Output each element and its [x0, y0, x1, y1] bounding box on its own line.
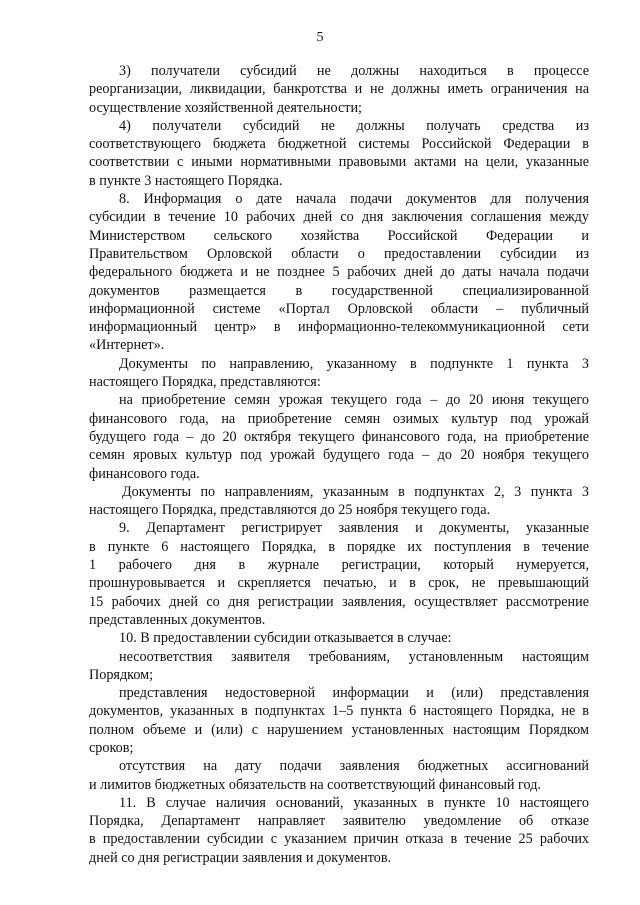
text-line: Порядком; [89, 666, 154, 683]
text-line: Правительством Орловской области о предоставлении субсидии из [89, 245, 589, 262]
page-number: 5 [316, 30, 324, 45]
text-line: 10. В предоставлении субсидии отказывается в случае: [119, 630, 452, 647]
text-line: федерального бюджета и не позднее 5 рабочих дней до даты начала подачи [89, 264, 589, 281]
text-line: соответствии с иными нормативными правовыми актами на цели, указанные [89, 154, 589, 171]
text-line: 3) получатели субсидий не должны находиться в процессе [119, 63, 589, 79]
text-line: семян яровых культур под урожай будущего года – до 20 ноября текущего [89, 447, 589, 464]
text-line: в пункте 6 настоящего Порядка, в порядке их поступления в течение [89, 538, 589, 555]
text-line: субсидии в течение 10 рабочих дней со дня заключения соглашения между [89, 209, 589, 226]
text-line: представления недостоверной информации и (или) представления [119, 685, 589, 702]
text-line: и лимитов бюджетных обязательств на соответствующий финансовый год. [89, 776, 541, 793]
text-line: 8. Информация о дате начала подачи документов для получения [119, 191, 589, 208]
text-line: реорганизации, ликвидации, банкротства и не должны иметь ограничения на [89, 81, 589, 98]
text-line: дней со дня регистрации заявления и документов. [89, 849, 392, 866]
text-line: в пункте 3 настоящего Порядка. [89, 172, 283, 189]
text-line: Документы по направлениям, указанным в подпунктах 2, 3 пункта 3 [122, 483, 589, 500]
text-line: соответствующего бюджета бюджетной системы Российской Федерации в [89, 136, 589, 153]
text-line: 9. Департамент регистрирует заявления и документы, указанные [119, 520, 589, 537]
text-line: будущего года – до 20 октября текущего финансового года, на приобретение [89, 428, 589, 445]
text-line: финансового года, на приобретение семян озимых культур под урожай [89, 410, 589, 427]
text-line: полном объеме и (или) с нарушением установленных настоящим Порядком [89, 721, 589, 738]
text-line: документов, указанных в подпунктах 1–5 пункта 6 настоящего Порядка, не в [89, 703, 589, 720]
text-line: несоответствия заявителя требованиям, установленным настоящим [119, 648, 589, 665]
text-line: информационный центр» в информационно-телекоммуникационной сети [89, 319, 589, 336]
text-line: 4) получатели субсидий не должны получать средства из [119, 117, 589, 134]
text-line: отсутствия на дату подачи заявления бюджетных ассигнований [119, 758, 589, 775]
text-line: «Интернет». [89, 337, 165, 354]
text-line: представленных документов. [89, 611, 266, 628]
text-line: Документы по направлению, указанному в подпункте 1 пункта 3 [119, 355, 589, 372]
text-line: Министерством сельского хозяйства Российской Федерации и [89, 227, 589, 244]
document-body [89, 62, 589, 867]
text-line: осуществление хозяйственной деятельности; [89, 99, 362, 116]
text-line: на приобретение семян урожая текущего года – до 20 июня текущего [119, 392, 589, 409]
text-line: 15 рабочих дней со дня регистрации заявления, осуществляет рассмотрение [89, 593, 589, 610]
text-line: информационной системе «Портал Орловской области – публичный [89, 300, 589, 317]
text-line: финансового года. [89, 465, 200, 482]
text-line: Порядка, Департамент направляет заявителю уведомление об отказе [89, 813, 589, 830]
text-line: 1 рабочего дня в журнале регистрации, который нумеруется, [89, 557, 589, 574]
text-line: документов размещается в государственной специализированной [89, 282, 589, 299]
text-line: прошнуровывается и скрепляется печатью, и в срок, не превышающий [89, 575, 589, 592]
text-line: сроков; [89, 739, 134, 756]
text-line: настоящего Порядка, представляются до 25 ноября текущего года. [89, 502, 491, 519]
text-line: в предоставлении субсидии с указанием причин отказа в течение 25 рабочих [89, 831, 589, 848]
text-line: 11. В случае наличия оснований, указанных в пункте 10 настоящего [119, 794, 589, 811]
text-line: настоящего Порядка, представляются: [89, 374, 321, 391]
